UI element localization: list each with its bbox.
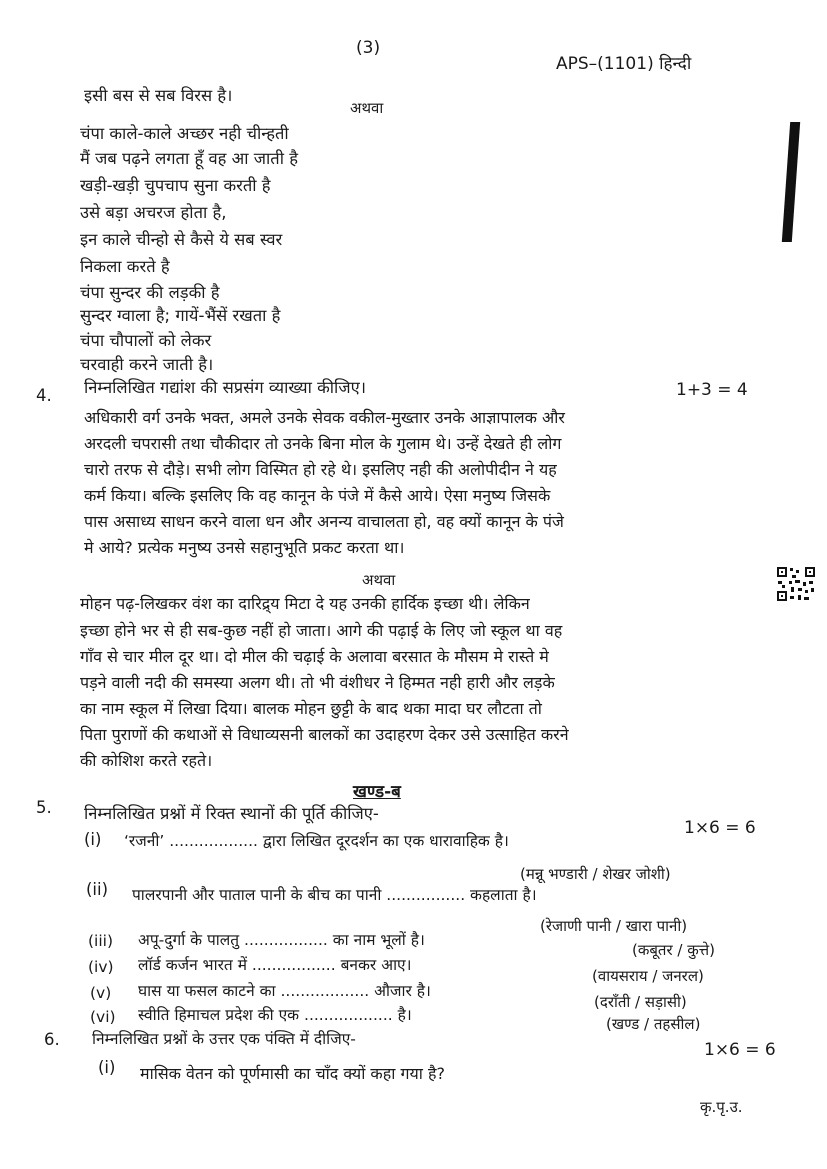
answer-options: (खण्ड / तहसील): [606, 1015, 701, 1033]
passage-line: इच्छा होने भर से ही सब-कुछ नहीं हो जाता। आगे की पढ़ाई के लिए जो स्कूल था वह: [80, 621, 563, 640]
answer-options: (मन्नू भण्डारी / शेखर जोशी): [520, 865, 671, 883]
q4-question: निम्नलिखित गद्यांश की सप्रसंग व्याख्या कीजिए।: [84, 378, 366, 397]
q6-item-text: मासिक वेतन को पूर्णमासी का चाँद क्यों कहा गया है?: [140, 1064, 445, 1083]
fill-blank-text: लॉर्ड कर्जन भारत में ................. बनकर आए।: [138, 956, 412, 974]
q5-number: 5.: [36, 798, 52, 817]
answer-options: (दराँती / सड़ासी): [594, 993, 687, 1011]
item-number: (iv): [88, 958, 114, 976]
paper-code: APS–(1101) हिन्दी: [556, 54, 692, 74]
poem-line: इन काले चीन्हो से कैसे ये सब स्वर: [80, 230, 283, 249]
scan-edge-mark: [782, 122, 800, 242]
item-number: (v): [90, 984, 112, 1002]
q6-question: निम्नलिखित प्रश्नों के उत्तर एक पंक्ति में दीजिए-: [92, 1030, 356, 1048]
poem-line: मैं जब पढ़ने लगता हूँ वह आ जाती है: [80, 149, 298, 168]
passage-line: का नाम स्कूल में लिखा दिया। बालक मोहन छुट्टी के बाद थका मादा घर लौटता तो: [80, 699, 542, 718]
q5-marks: 1×6 = 6: [684, 818, 756, 838]
item-number: (iii): [88, 932, 114, 950]
poem-line: सुन्दर ग्वाला है; गायें-भैंसें रखता है: [80, 306, 281, 325]
fill-blank-text: अपू-दुर्गा के पालतु ................. का नाम भूलों है।: [138, 931, 425, 949]
fill-blank-text: घास या फसल काटने का .................. औजार है।: [138, 982, 431, 1000]
answer-options: (रेजाणी पानी / खारा पानी): [540, 917, 688, 935]
section-b-title: खण्ड-ब: [353, 782, 401, 802]
poem-line: चंपा चौपालों को लेकर: [80, 331, 212, 350]
passage-line: अरदली चपरासी तथा चौकीदार तो उनके बिना मोल के गुलाम थे। उन्हें देखते ही लोग: [84, 434, 562, 453]
passage-line: की कोशिश करते रहते।: [80, 751, 213, 770]
answer-options: (कबूतर / कुत्ते): [632, 941, 715, 959]
q5-question: निम्नलिखित प्रश्नों में रिक्त स्थानों की पूर्ति कीजिए-: [84, 804, 379, 823]
poem-line: चरवाही करने जाती है।: [80, 355, 214, 374]
passage-line: मे आये? प्रत्येक मनुष्य उनसे सहानुभूति प्रकट करता था।: [84, 538, 405, 557]
passage-line: मोहन पढ़-लिखकर वंश का दारिद्र्य मिटा दे यह उनकी हार्दिक इच्छा थी। लेकिन: [80, 594, 530, 613]
qr-code-icon: [776, 566, 816, 602]
q4-marks: 1+3 = 4: [676, 380, 748, 400]
item-number: (vi): [90, 1008, 116, 1026]
item-number: (i): [98, 1058, 116, 1077]
fill-blank-text: ‘रजनी’ .................. द्वारा लिखित दूरदर्शन का एक धारावाहिक है।: [124, 832, 509, 850]
passage-line: पास असाध्य साधन करने वाला धन और अनन्य वाचालता हो, वह क्यों कानून के पंजे: [84, 512, 564, 531]
page-number: (3): [356, 38, 381, 58]
poem-line: चंपा सुन्दर की लड़की है: [80, 283, 220, 302]
fill-blank-text: स्वीति हिमाचल प्रदेश की एक .................. है।: [138, 1006, 412, 1024]
poem-line: खड़ी-खड़ी चुपचाप सुना करती है: [80, 176, 271, 195]
passage-line: पिता पुराणों की कथाओं से विधाव्यसनी बालकों का उदाहरण देकर उसे उत्साहित करने: [80, 725, 569, 744]
poem-line: उसे बड़ा अचरज होता है,: [80, 203, 227, 222]
please-turn-over: कृ.पृ.उ.: [700, 1098, 743, 1116]
q6-number: 6.: [44, 1030, 60, 1049]
poem-first-line: इसी बस से सब विरस है।: [84, 86, 233, 105]
passage-line: अधिकारी वर्ग उनके भक्त, अमले उनके सेवक वकील-मुख्तार उनके आज्ञापालक और: [84, 408, 565, 427]
poem-line: चंपा काले-काले अच्छर नही चीन्हती: [80, 124, 289, 143]
answer-options: (वायसराय / जनरल): [592, 967, 704, 985]
poem-line: निकला करते है: [80, 257, 170, 276]
passage-line: कर्म किया। बल्कि इसलिए कि वह कानून के पंजे में कैसे आये। ऐसा मनुष्य जिसके: [84, 486, 551, 505]
q6-marks: 1×6 = 6: [704, 1040, 776, 1060]
passage-line: चारो तरफ से दौड़े। सभी लोग विस्मित हो रहे थे। इसलिए नही की अलोपीदीन ने यह: [84, 460, 557, 479]
passage-line: पड़ने वाली नदी की समस्या अलग थी। तो भी वंशीधर ने हिम्मत नही हारी और लड़के: [80, 673, 555, 692]
fill-blank-text: पालरपानी और पाताल पानी के बीच का पानी ................ कहलाता है।: [132, 886, 537, 904]
item-number: (ii): [86, 880, 109, 899]
passage-line: गाँव से चार मील दूर था। दो मील की चढ़ाई के अलावा बरसात के मौसम मे रास्ते मे: [80, 647, 549, 666]
q4-number: 4.: [36, 386, 52, 405]
item-number: (i): [84, 830, 102, 849]
q4-athva: अथवा: [362, 571, 396, 589]
poem-athva: अथवा: [350, 99, 384, 117]
